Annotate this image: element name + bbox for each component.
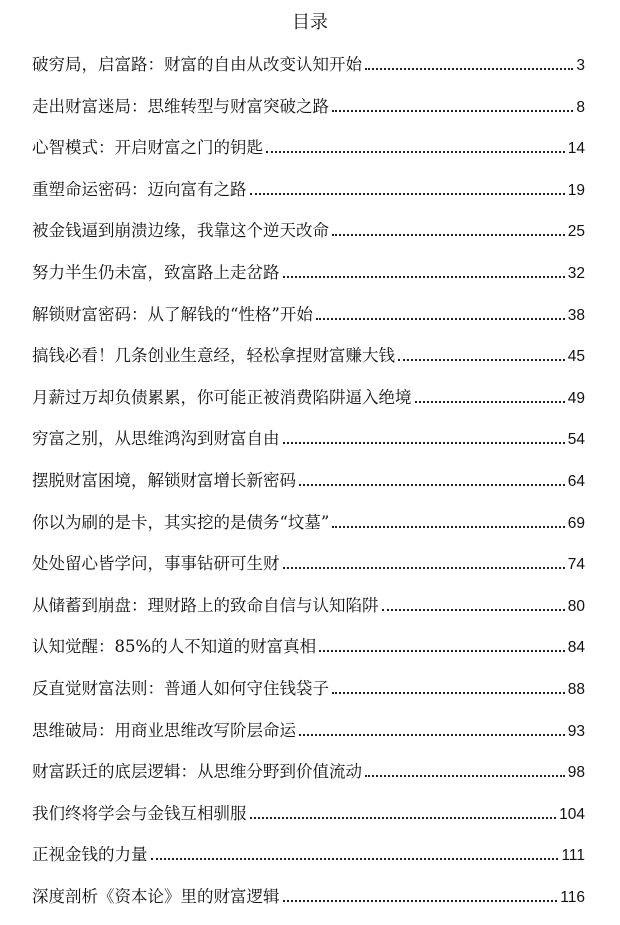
dot-leader	[283, 567, 565, 569]
table-of-contents	[32, 52, 585, 925]
toc-entry[interactable]	[32, 676, 585, 718]
toc-entry-title: 走出财富迷局：思维转型与财富突破之路	[32, 96, 329, 116]
toc-entry-page: 104	[559, 805, 585, 823]
toc-entry[interactable]	[32, 426, 585, 468]
toc-entry-page: 116	[560, 888, 585, 906]
toc-entry[interactable]	[32, 551, 585, 593]
toc-entry-page: 111	[561, 847, 585, 865]
toc-entry-page: 98	[567, 764, 585, 782]
toc-entry-page: 54	[567, 431, 585, 449]
dot-leader	[398, 359, 565, 361]
dot-leader	[415, 401, 565, 403]
toc-entry-title: 穷富之别，从思维鸿沟到财富自由	[32, 429, 280, 449]
dot-leader	[283, 442, 565, 444]
dot-leader	[283, 900, 558, 902]
toc-entry-page: 93	[567, 722, 585, 740]
toc-entry[interactable]	[32, 884, 585, 925]
toc-entry-page: 84	[567, 639, 585, 657]
toc-entry-title: 从储蓄到崩盘：理财路上的致命自信与认知陷阱	[32, 595, 379, 615]
toc-entry-title: 认知觉醒：85%的人不知道的财富真相	[32, 637, 317, 657]
toc-entry-title: 深度剖析《资本论》里的财富逻辑	[32, 886, 280, 906]
toc-entry-title: 心智模式：开启财富之门的钥匙	[32, 138, 263, 158]
toc-entry[interactable]	[32, 593, 585, 635]
dot-leader	[316, 318, 565, 320]
dot-leader	[283, 276, 565, 278]
toc-entry-page: 88	[567, 680, 585, 698]
toc-entry-page: 69	[567, 514, 585, 532]
toc-entry[interactable]	[32, 634, 585, 676]
toc-entry-title: 反直觉财富法则：普通人如何守住钱袋子	[32, 678, 329, 698]
toc-entry-page: 14	[567, 140, 585, 158]
dot-leader	[250, 817, 557, 819]
toc-heading: 目录	[292, 12, 328, 33]
toc-entry-title: 你以为刷的是卡，其实挖的是债务“坟墓”	[32, 512, 330, 532]
toc-entry[interactable]	[32, 759, 585, 801]
toc-entry[interactable]	[32, 468, 585, 510]
toc-entry-title: 解锁财富密码：从了解钱的“性格”开始	[32, 304, 313, 324]
toc-entry[interactable]	[32, 343, 585, 385]
toc-entry-page: 32	[567, 264, 585, 282]
toc-entry-title: 处处留心皆学问，事事钻研可生财	[32, 554, 280, 574]
toc-entry-title: 我们终将学会与金钱互相驯服	[32, 803, 247, 823]
toc-entry-page: 45	[567, 348, 585, 366]
dot-leader	[382, 609, 565, 611]
dot-leader	[332, 526, 564, 528]
toc-entry-page: 8	[576, 98, 585, 116]
dot-leader	[319, 650, 565, 652]
dot-leader	[332, 692, 565, 694]
dot-leader	[332, 110, 573, 112]
toc-entry[interactable]	[32, 718, 585, 760]
toc-entry-title: 被金钱逼到崩溃边缘，我靠这个逆天改命	[32, 221, 329, 241]
toc-entry-page: 64	[567, 472, 585, 490]
toc-entry-title: 思维破局：用商业思维改写阶层命运	[32, 720, 296, 740]
toc-entry[interactable]	[32, 260, 585, 302]
toc-entry[interactable]	[32, 385, 585, 427]
toc-entry[interactable]	[32, 52, 585, 94]
toc-entry-page: 74	[567, 556, 585, 574]
toc-entry-title: 财富跃迁的底层逻辑：从思维分野到价值流动	[32, 762, 362, 782]
dot-leader	[299, 484, 565, 486]
dot-leader	[299, 734, 565, 736]
toc-entry-page: 25	[567, 223, 585, 241]
toc-entry[interactable]	[32, 94, 585, 136]
toc-entry-page: 3	[576, 57, 585, 74]
dot-leader	[365, 775, 565, 777]
toc-entry-page: 19	[567, 181, 585, 199]
toc-entry[interactable]	[32, 135, 585, 177]
toc-entry-title: 重塑命运密码：迈向富有之路	[32, 179, 247, 199]
dot-leader	[250, 193, 565, 195]
toc-entry[interactable]	[32, 218, 585, 260]
toc-entry-title: 努力半生仍未富，致富路上走岔路	[32, 262, 280, 282]
dot-leader	[151, 858, 559, 860]
toc-entry[interactable]	[32, 177, 585, 219]
dot-leader	[332, 234, 565, 236]
toc-entry-page: 49	[567, 389, 585, 407]
toc-entry[interactable]	[32, 842, 585, 884]
toc-entry-title: 摆脱财富困境，解锁财富增长新密码	[32, 470, 296, 490]
toc-entry[interactable]	[32, 302, 585, 344]
toc-entry[interactable]	[32, 801, 585, 843]
toc-entry-page: 80	[567, 597, 585, 615]
dot-leader	[365, 68, 573, 70]
toc-entry-title: 破穷局，启富路：财富的自由从改变认知开始	[32, 55, 362, 74]
toc-entry-title: 正视金钱的力量	[32, 845, 148, 865]
toc-entry-title: 月薪过万却负债累累，你可能正被消费陷阱逼入绝境	[32, 387, 412, 407]
toc-entry[interactable]	[32, 510, 585, 552]
toc-entry-page: 38	[567, 306, 585, 324]
toc-entry-title: 搞钱必看！几条创业生意经，轻松拿捏财富赚大钱	[32, 346, 395, 366]
dot-leader	[266, 151, 565, 153]
